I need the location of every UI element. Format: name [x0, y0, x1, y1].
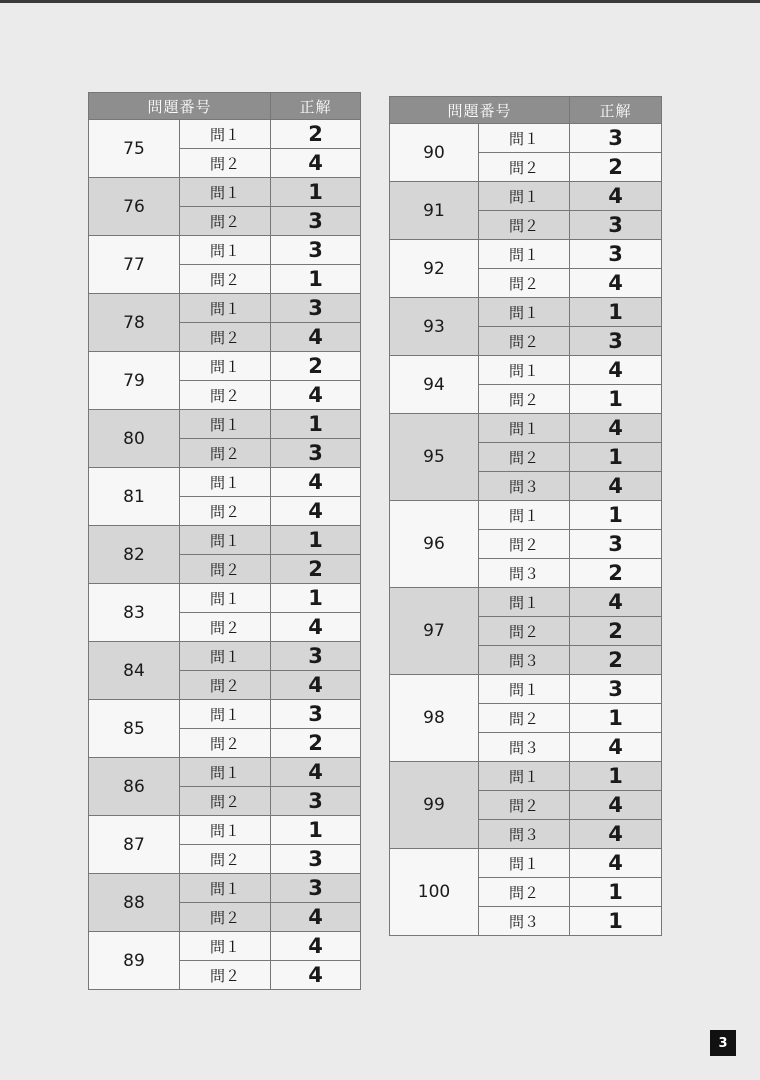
correct-answer: 2: [570, 617, 662, 646]
correct-answer: 1: [570, 762, 662, 791]
problem-number: 83: [89, 584, 180, 642]
question-label: 問１: [180, 294, 271, 323]
question-label: 問３: [479, 820, 570, 849]
question-label: 問２: [180, 497, 271, 526]
correct-answer: 2: [271, 120, 361, 149]
question-label: 問１: [479, 182, 570, 211]
question-label: 問１: [180, 468, 271, 497]
table-header-row: [89, 93, 361, 120]
correct-answer: 2: [271, 555, 361, 584]
correct-answer: 1: [570, 704, 662, 733]
correct-answer: 4: [271, 149, 361, 178]
correct-answer: 3: [271, 700, 361, 729]
problem-number: 86: [89, 758, 180, 816]
question-label: 問２: [479, 443, 570, 472]
question-label: 問１: [180, 584, 271, 613]
table-row: [89, 932, 361, 961]
question-label: 問１: [479, 501, 570, 530]
correct-answer: 4: [271, 758, 361, 787]
question-label: 問３: [479, 907, 570, 936]
correct-answer: 1: [271, 584, 361, 613]
header-answer: 正解: [271, 93, 361, 120]
question-label: 問１: [479, 124, 570, 153]
correct-answer: 3: [570, 327, 662, 356]
correct-answer: 4: [271, 932, 361, 961]
problem-number: 98: [390, 675, 479, 762]
problem-number: 84: [89, 642, 180, 700]
problem-number: 75: [89, 120, 180, 178]
question-label: 問１: [479, 298, 570, 327]
question-label: 問２: [180, 787, 271, 816]
header-question-number: 問題番号: [390, 97, 570, 124]
correct-answer: 1: [271, 816, 361, 845]
table-row: [89, 236, 361, 265]
question-label: 問２: [180, 555, 271, 584]
problem-number: 96: [390, 501, 479, 588]
question-label: 問１: [180, 352, 271, 381]
question-label: 問２: [479, 530, 570, 559]
correct-answer: 3: [570, 211, 662, 240]
correct-answer: 4: [570, 733, 662, 762]
problem-number: 89: [89, 932, 180, 990]
table-row: [390, 414, 662, 443]
correct-answer: 2: [570, 153, 662, 182]
table-row: [89, 120, 361, 149]
correct-answer: 1: [570, 501, 662, 530]
question-label: 問１: [180, 700, 271, 729]
problem-number: 95: [390, 414, 479, 501]
question-label: 問２: [479, 791, 570, 820]
page-number-badge: 3: [710, 1030, 736, 1056]
question-label: 問２: [479, 385, 570, 414]
table-row: [390, 356, 662, 385]
correct-answer: 1: [570, 907, 662, 936]
question-label: 問１: [180, 932, 271, 961]
table-row: [89, 642, 361, 671]
table-row: [390, 240, 662, 269]
problem-number: 78: [89, 294, 180, 352]
correct-answer: 3: [271, 439, 361, 468]
table-row: [390, 675, 662, 704]
table-row: [390, 849, 662, 878]
correct-answer: 4: [271, 497, 361, 526]
problem-number: 94: [390, 356, 479, 414]
question-label: 問３: [479, 646, 570, 675]
correct-answer: 4: [570, 588, 662, 617]
question-label: 問２: [180, 439, 271, 468]
table-row: [390, 501, 662, 530]
question-label: 問３: [479, 559, 570, 588]
table-row: [89, 758, 361, 787]
problem-number: 79: [89, 352, 180, 410]
header-answer: 正解: [570, 97, 662, 124]
table-row: [89, 874, 361, 903]
problem-number: 80: [89, 410, 180, 468]
question-label: 問２: [180, 207, 271, 236]
table-row: [89, 584, 361, 613]
problem-number: 88: [89, 874, 180, 932]
problem-number: 99: [390, 762, 479, 849]
correct-answer: 3: [271, 642, 361, 671]
table-row: [89, 178, 361, 207]
correct-answer: 2: [271, 729, 361, 758]
question-label: 問２: [180, 903, 271, 932]
problem-number: 87: [89, 816, 180, 874]
table-row: [390, 124, 662, 153]
correct-answer: 4: [271, 613, 361, 642]
top-border-line: [0, 0, 760, 3]
problem-number: 92: [390, 240, 479, 298]
correct-answer: 4: [271, 961, 361, 990]
correct-answer: 3: [271, 236, 361, 265]
question-label: 問２: [479, 269, 570, 298]
problem-number: 100: [390, 849, 479, 936]
question-label: 問２: [180, 149, 271, 178]
problem-number: 90: [390, 124, 479, 182]
answer-table-left-body: [89, 120, 361, 990]
correct-answer: 4: [570, 269, 662, 298]
table-row: [89, 468, 361, 497]
correct-answer: 2: [570, 559, 662, 588]
question-label: 問２: [180, 729, 271, 758]
question-label: 問２: [180, 265, 271, 294]
correct-answer: 4: [271, 903, 361, 932]
table-row: [89, 700, 361, 729]
question-label: 問２: [479, 211, 570, 240]
question-label: 問２: [180, 845, 271, 874]
question-label: 問１: [180, 816, 271, 845]
correct-answer: 4: [570, 182, 662, 211]
correct-answer: 4: [271, 381, 361, 410]
question-label: 問２: [180, 323, 271, 352]
question-label: 問１: [479, 414, 570, 443]
correct-answer: 3: [271, 207, 361, 236]
question-label: 問１: [180, 410, 271, 439]
problem-number: 77: [89, 236, 180, 294]
answer-table-left: [88, 92, 361, 990]
header-question-number: 問題番号: [89, 93, 271, 120]
table-row: [89, 410, 361, 439]
correct-answer: 2: [271, 352, 361, 381]
question-label: 問３: [479, 472, 570, 501]
table-row: [390, 588, 662, 617]
question-label: 問１: [180, 236, 271, 265]
problem-number: 81: [89, 468, 180, 526]
problem-number: 93: [390, 298, 479, 356]
question-label: 問１: [479, 849, 570, 878]
correct-answer: 1: [271, 265, 361, 294]
correct-answer: 4: [570, 791, 662, 820]
question-label: 問１: [479, 356, 570, 385]
correct-answer: 1: [570, 878, 662, 907]
correct-answer: 1: [271, 410, 361, 439]
table-row: [89, 294, 361, 323]
table-row: [89, 352, 361, 381]
correct-answer: 1: [271, 178, 361, 207]
table-row: [390, 298, 662, 327]
problem-number: 85: [89, 700, 180, 758]
correct-answer: 4: [570, 849, 662, 878]
correct-answer: 2: [570, 646, 662, 675]
question-label: 問３: [479, 733, 570, 762]
correct-answer: 4: [271, 468, 361, 497]
problem-number: 97: [390, 588, 479, 675]
question-label: 問２: [479, 704, 570, 733]
question-label: 問２: [180, 381, 271, 410]
correct-answer: 4: [271, 671, 361, 700]
correct-answer: 3: [570, 124, 662, 153]
table-header-row: [390, 97, 662, 124]
problem-number: 76: [89, 178, 180, 236]
question-label: 問１: [479, 588, 570, 617]
answer-table-right-body: [390, 124, 662, 936]
correct-answer: 4: [570, 472, 662, 501]
question-label: 問２: [180, 961, 271, 990]
correct-answer: 3: [271, 294, 361, 323]
table-row: [89, 526, 361, 555]
correct-answer: 3: [570, 675, 662, 704]
correct-answer: 3: [570, 240, 662, 269]
table-row: [89, 816, 361, 845]
problem-number: 91: [390, 182, 479, 240]
question-label: 問１: [180, 178, 271, 207]
correct-answer: 1: [570, 298, 662, 327]
correct-answer: 3: [271, 874, 361, 903]
correct-answer: 3: [271, 787, 361, 816]
answer-table-right: [389, 96, 662, 936]
question-label: 問１: [180, 526, 271, 555]
correct-answer: 1: [570, 443, 662, 472]
question-label: 問１: [180, 758, 271, 787]
question-label: 問１: [479, 240, 570, 269]
correct-answer: 4: [570, 820, 662, 849]
correct-answer: 4: [570, 356, 662, 385]
question-label: 問１: [180, 642, 271, 671]
question-label: 問２: [479, 617, 570, 646]
question-label: 問２: [479, 327, 570, 356]
correct-answer: 3: [271, 845, 361, 874]
question-label: 問１: [180, 120, 271, 149]
correct-answer: 4: [570, 414, 662, 443]
correct-answer: 1: [570, 385, 662, 414]
question-label: 問２: [479, 878, 570, 907]
question-label: 問１: [479, 762, 570, 791]
correct-answer: 4: [271, 323, 361, 352]
correct-answer: 3: [570, 530, 662, 559]
question-label: 問２: [180, 671, 271, 700]
question-label: 問２: [479, 153, 570, 182]
correct-answer: 1: [271, 526, 361, 555]
question-label: 問１: [180, 874, 271, 903]
table-row: [390, 182, 662, 211]
table-row: [390, 762, 662, 791]
problem-number: 82: [89, 526, 180, 584]
question-label: 問２: [180, 613, 271, 642]
question-label: 問１: [479, 675, 570, 704]
